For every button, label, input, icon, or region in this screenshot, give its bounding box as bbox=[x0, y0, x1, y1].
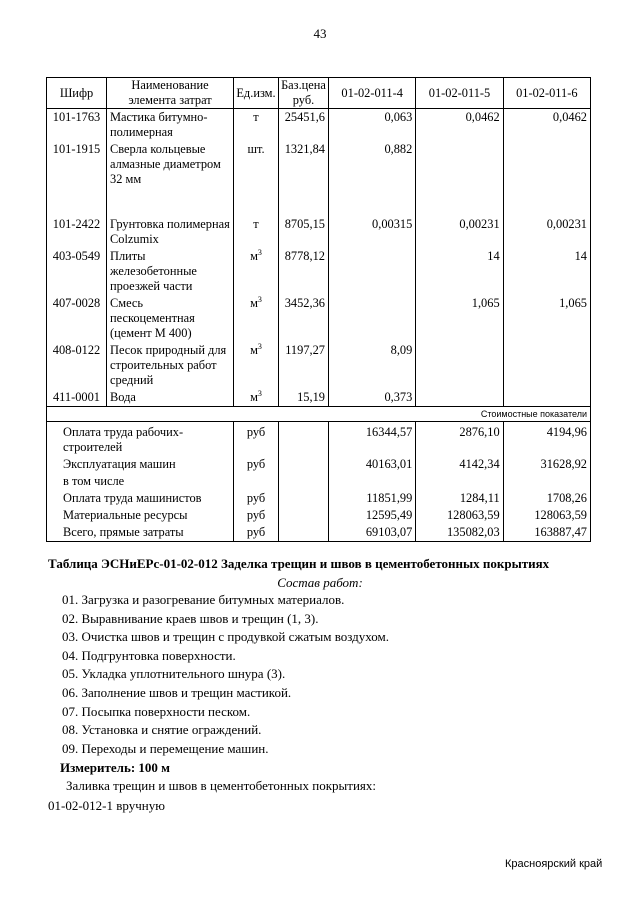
cell-v2 bbox=[416, 141, 503, 188]
list-item: 08. Установка и снятие ограждений. bbox=[62, 722, 262, 738]
cell-name: Сверла кольцевые алмазные диаметром 32 мм bbox=[107, 141, 234, 188]
list-item: 05. Укладка уплотнительного шнура (3). bbox=[62, 666, 286, 682]
section-title: Таблица ЭСНиЕРс-01-02-012 Заделка трещин и швов в цементобетонных покрытиях bbox=[48, 556, 550, 571]
cell-code: 411-0001 bbox=[47, 389, 107, 407]
table-row bbox=[47, 248, 591, 295]
summary-v2: 2876,10 bbox=[416, 422, 503, 457]
cell-v3: 1,065 bbox=[503, 295, 590, 342]
summary-v3: 4194,96 bbox=[503, 422, 590, 457]
table-row bbox=[47, 342, 591, 389]
cell-v1: 0,00315 bbox=[329, 216, 416, 248]
summary-v1: 69103,07 bbox=[329, 524, 416, 542]
cell-unit: $м^3$ bbox=[234, 248, 279, 295]
header-col-2: 01-02-011-5 bbox=[416, 78, 503, 109]
summary-row bbox=[47, 490, 591, 507]
table-row bbox=[47, 141, 591, 188]
resource-table bbox=[46, 77, 591, 542]
region-footer: Красноярский край bbox=[505, 858, 603, 870]
list-item: 01. Загрузка и разогревание битумных материалов. bbox=[62, 592, 345, 607]
summary-v2: 4142,34 bbox=[416, 456, 503, 473]
cell-name: Плиты железобетонные проезжей части bbox=[107, 248, 234, 295]
summary-row bbox=[47, 456, 591, 473]
cell-v1: 0,373 bbox=[329, 389, 416, 407]
cell-price: 3452,36 bbox=[279, 295, 329, 342]
cell-v2: 0,00231 bbox=[416, 216, 503, 248]
cost-indicators-label: Стоимостные показатели bbox=[47, 407, 591, 422]
summary-name: в том числе bbox=[47, 473, 234, 490]
page-number: 43 bbox=[313, 26, 327, 41]
cell-code: 403-0549 bbox=[47, 248, 107, 295]
cell-v1: 8,09 bbox=[329, 342, 416, 389]
cell-v2 bbox=[416, 342, 503, 389]
table-spacer-row bbox=[47, 188, 591, 216]
cell-price: 25451,6 bbox=[279, 109, 329, 142]
table-row bbox=[47, 295, 591, 342]
header-col-3: 01-02-011-6 bbox=[503, 78, 590, 109]
cell-name: Мастика битумно-полимерная bbox=[107, 109, 234, 142]
list-item: 02. Выравнивание краев швов и трещин (1, 3). bbox=[62, 610, 319, 626]
summary-unit: руб bbox=[234, 422, 279, 457]
list-item: 09. Переходы и перемещение машин. bbox=[62, 740, 269, 756]
summary-row bbox=[47, 524, 591, 542]
summary-row bbox=[47, 473, 591, 490]
list-item: 07. Посыпка поверхности песком. bbox=[62, 703, 251, 719]
list-item: 06. Заполнение швов и трещин мастикой. bbox=[62, 684, 292, 700]
cell-v3 bbox=[503, 389, 590, 407]
list-item: 03. Очистка швов и трещин с продувкой сжатым воздухом. bbox=[62, 629, 390, 645]
cell-price: 1197,27 bbox=[279, 342, 329, 389]
summary-v2: 1284,11 bbox=[416, 490, 503, 507]
cell-v3: 0,0462 bbox=[503, 109, 590, 142]
cell-v3 bbox=[503, 342, 590, 389]
cell-price: 8705,15 bbox=[279, 216, 329, 248]
summary-unit: руб bbox=[234, 490, 279, 507]
cell-code: 101-2422 bbox=[47, 216, 107, 248]
cell-price: 1321,84 bbox=[279, 141, 329, 188]
cell-unit: $м^3$ bbox=[234, 342, 279, 389]
summary-row bbox=[47, 422, 591, 457]
summary-unit: руб bbox=[234, 456, 279, 473]
summary-v3: 1708,26 bbox=[503, 490, 590, 507]
summary-v3: 31628,92 bbox=[503, 456, 590, 473]
summary-unit: руб bbox=[234, 507, 279, 524]
cell-v2: 0,0462 bbox=[416, 109, 503, 142]
cell-unit: шт. bbox=[234, 141, 279, 188]
summary-name: Оплата труда рабочих-строителей bbox=[47, 422, 234, 457]
summary-name: Материальные ресурсы bbox=[47, 507, 234, 524]
cell-v1: 0,882 bbox=[329, 141, 416, 188]
summary-name: Эксплуатация машин bbox=[47, 456, 234, 473]
summary-v2: 128063,59 bbox=[416, 507, 503, 524]
cell-unit: $м^3$ bbox=[234, 295, 279, 342]
cell-v3 bbox=[503, 141, 590, 188]
list-item: 04. Подгрунтовка поверхности. bbox=[62, 647, 236, 663]
cell-price: 8778,12 bbox=[279, 248, 329, 295]
cell-unit: т bbox=[234, 109, 279, 142]
summary-v1: 11851,99 bbox=[329, 490, 416, 507]
cell-v3: 14 bbox=[503, 248, 590, 295]
cell-v1: 0,063 bbox=[329, 109, 416, 142]
table-row bbox=[47, 109, 591, 142]
work-composition-heading: Состав работ: bbox=[277, 575, 363, 590]
header-col-1: 01-02-011-4 bbox=[329, 78, 416, 109]
header-code: Шифр bbox=[47, 78, 107, 109]
summary-v3: 163887,47 bbox=[503, 524, 590, 542]
cell-v2 bbox=[416, 389, 503, 407]
summary-v2: 135082,03 bbox=[416, 524, 503, 542]
summary-v1: 16344,57 bbox=[329, 422, 416, 457]
summary-unit: руб bbox=[234, 524, 279, 542]
cell-name: Вода bbox=[107, 389, 234, 407]
fill-description: Заливка трещин и швов в цементобетонных покрытиях: bbox=[66, 778, 376, 793]
summary-row bbox=[47, 507, 591, 524]
cell-code: 408-0122 bbox=[47, 342, 107, 389]
table-row bbox=[47, 389, 591, 407]
cell-v3: 0,00231 bbox=[503, 216, 590, 248]
cell-code: 407-0028 bbox=[47, 295, 107, 342]
cell-name: Песок природный для строительных работ средний bbox=[107, 342, 234, 389]
norm-code-line: 01-02-012-1 вручную bbox=[48, 798, 165, 813]
cell-unit: т bbox=[234, 216, 279, 248]
header-unit: Ед.изм. bbox=[234, 78, 279, 109]
summary-v3: 128063,59 bbox=[503, 507, 590, 524]
summary-v1: 12595,49 bbox=[329, 507, 416, 524]
cell-name: Грунтовка полимерная Colzumix bbox=[107, 216, 234, 248]
cell-code: 101-1915 bbox=[47, 141, 107, 188]
cost-indicators-row bbox=[47, 407, 591, 422]
cell-v1 bbox=[329, 295, 416, 342]
cell-v2: 14 bbox=[416, 248, 503, 295]
cell-unit: $м^3$ bbox=[234, 389, 279, 407]
header-name: Наименование элемента затрат bbox=[107, 78, 234, 109]
cell-v1 bbox=[329, 248, 416, 295]
operations-list bbox=[62, 591, 389, 758]
summary-name: Всего, прямые затраты bbox=[47, 524, 234, 542]
cell-code: 101-1763 bbox=[47, 109, 107, 142]
summary-name: Оплата труда машинистов bbox=[47, 490, 234, 507]
summary-v1: 40163,01 bbox=[329, 456, 416, 473]
cell-price: 15,19 bbox=[279, 389, 329, 407]
cell-name: Смесь пескоцементная (цемент М 400) bbox=[107, 295, 234, 342]
table-row bbox=[47, 216, 591, 248]
table-header-row bbox=[47, 78, 591, 109]
measurement-unit: Измеритель: 100 м bbox=[60, 760, 171, 775]
header-price: Баз.цена руб. bbox=[279, 78, 329, 109]
cell-v2: 1,065 bbox=[416, 295, 503, 342]
